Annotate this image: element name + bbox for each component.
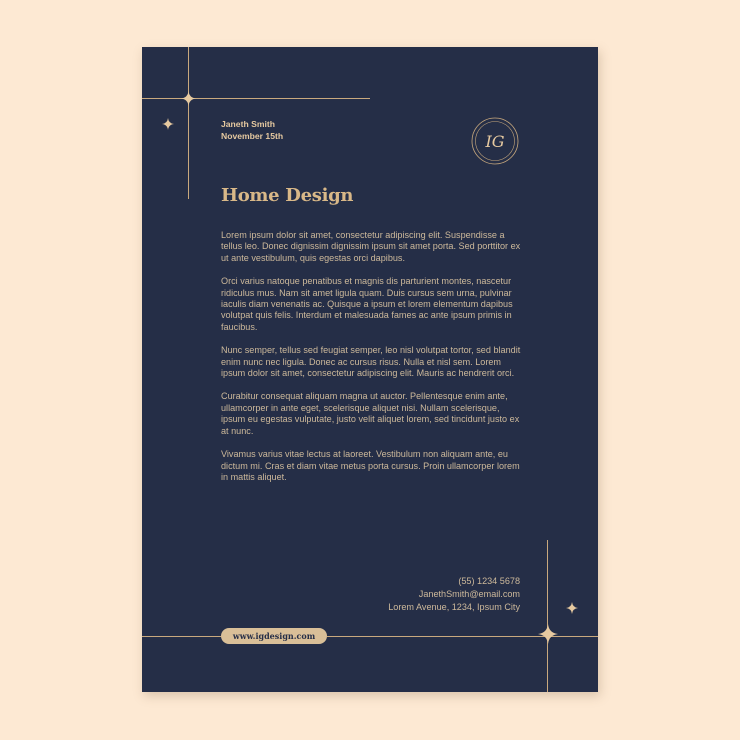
- sender-name: Janeth Smith: [221, 119, 275, 129]
- contact-phone: (55) 1234 5678: [458, 576, 520, 586]
- bottom-horizontal-line-left: [142, 636, 221, 637]
- paragraph: Orci varius natoque penatibus et magnis dis parturient montes, nascetur ridiculus mus. Nam sit amet ligula quam. Duis cursus sem urna, pulvinar iaculis diam venenatis ac. Quisque a ipsum et lorem elementum dapibus volutpat quis felis. Interdum et malesuada fames ac ante ipsum primis in faucibus.: [221, 276, 513, 332]
- paragraph: Nunc semper, tellus sed feugiat semper, leo nisl volutpat tortor, sed blandit enim nunc nec ligula. Donec ac cursus risus. Nulla et nisl sem. Lorem ipsum dolor sit amet, consectetur adipiscing elit. Mauris ac hendrerit orci.: [221, 345, 521, 379]
- paragraph: Curabitur consequat aliquam magna ut auctor. Pellentesque enim ante, ullamcorper in ante eget, scelerisque aliquet nisi. Nullam scelerisque, ipsum eu egestas vulputate, justo velit aliquet lorem, sed tincidunt justo ex at nunc.: [221, 391, 520, 436]
- contact-block: [388, 575, 520, 614]
- letterhead-sheet: [142, 47, 598, 692]
- sparkle-star-icon: [162, 118, 174, 130]
- top-horizontal-line: [142, 98, 370, 99]
- website-badge: www.igdesign.com: [221, 628, 327, 644]
- contact-email: JanethSmith@email.com: [418, 589, 520, 599]
- document-title: Home Design: [221, 185, 354, 206]
- sender-block: [221, 118, 283, 142]
- paragraph: Lorem ipsum dolor sit amet, consectetur adipiscing elit. Suspendisse a tellus leo. Donec dignissim dignissim ipsum sit amet porta. Sed porttitor ex ut ante vestibulum, quis egestas orci dapibus.: [221, 230, 521, 263]
- monogram-text: IG: [485, 132, 505, 151]
- sparkle-star-icon: [566, 602, 578, 614]
- top-vertical-line: [188, 47, 189, 199]
- sparkle-star-icon: [181, 91, 196, 106]
- paragraph: Vivamus varius vitae lectus at laoreet. Vestibulum non aliquam ante, eu dictum mi. Cras et diam vitae metus porta cursus. Proin ullamcorper lorem in mattis aliquet.: [221, 449, 520, 482]
- body-text: [221, 230, 523, 495]
- bottom-vertical-line: [547, 540, 548, 692]
- sparkle-star-icon: [538, 624, 558, 644]
- letter-date: November 15th: [221, 131, 284, 141]
- monogram-logo: [471, 117, 519, 165]
- contact-address: Lorem Avenue, 1234, Ipsum City: [388, 602, 520, 612]
